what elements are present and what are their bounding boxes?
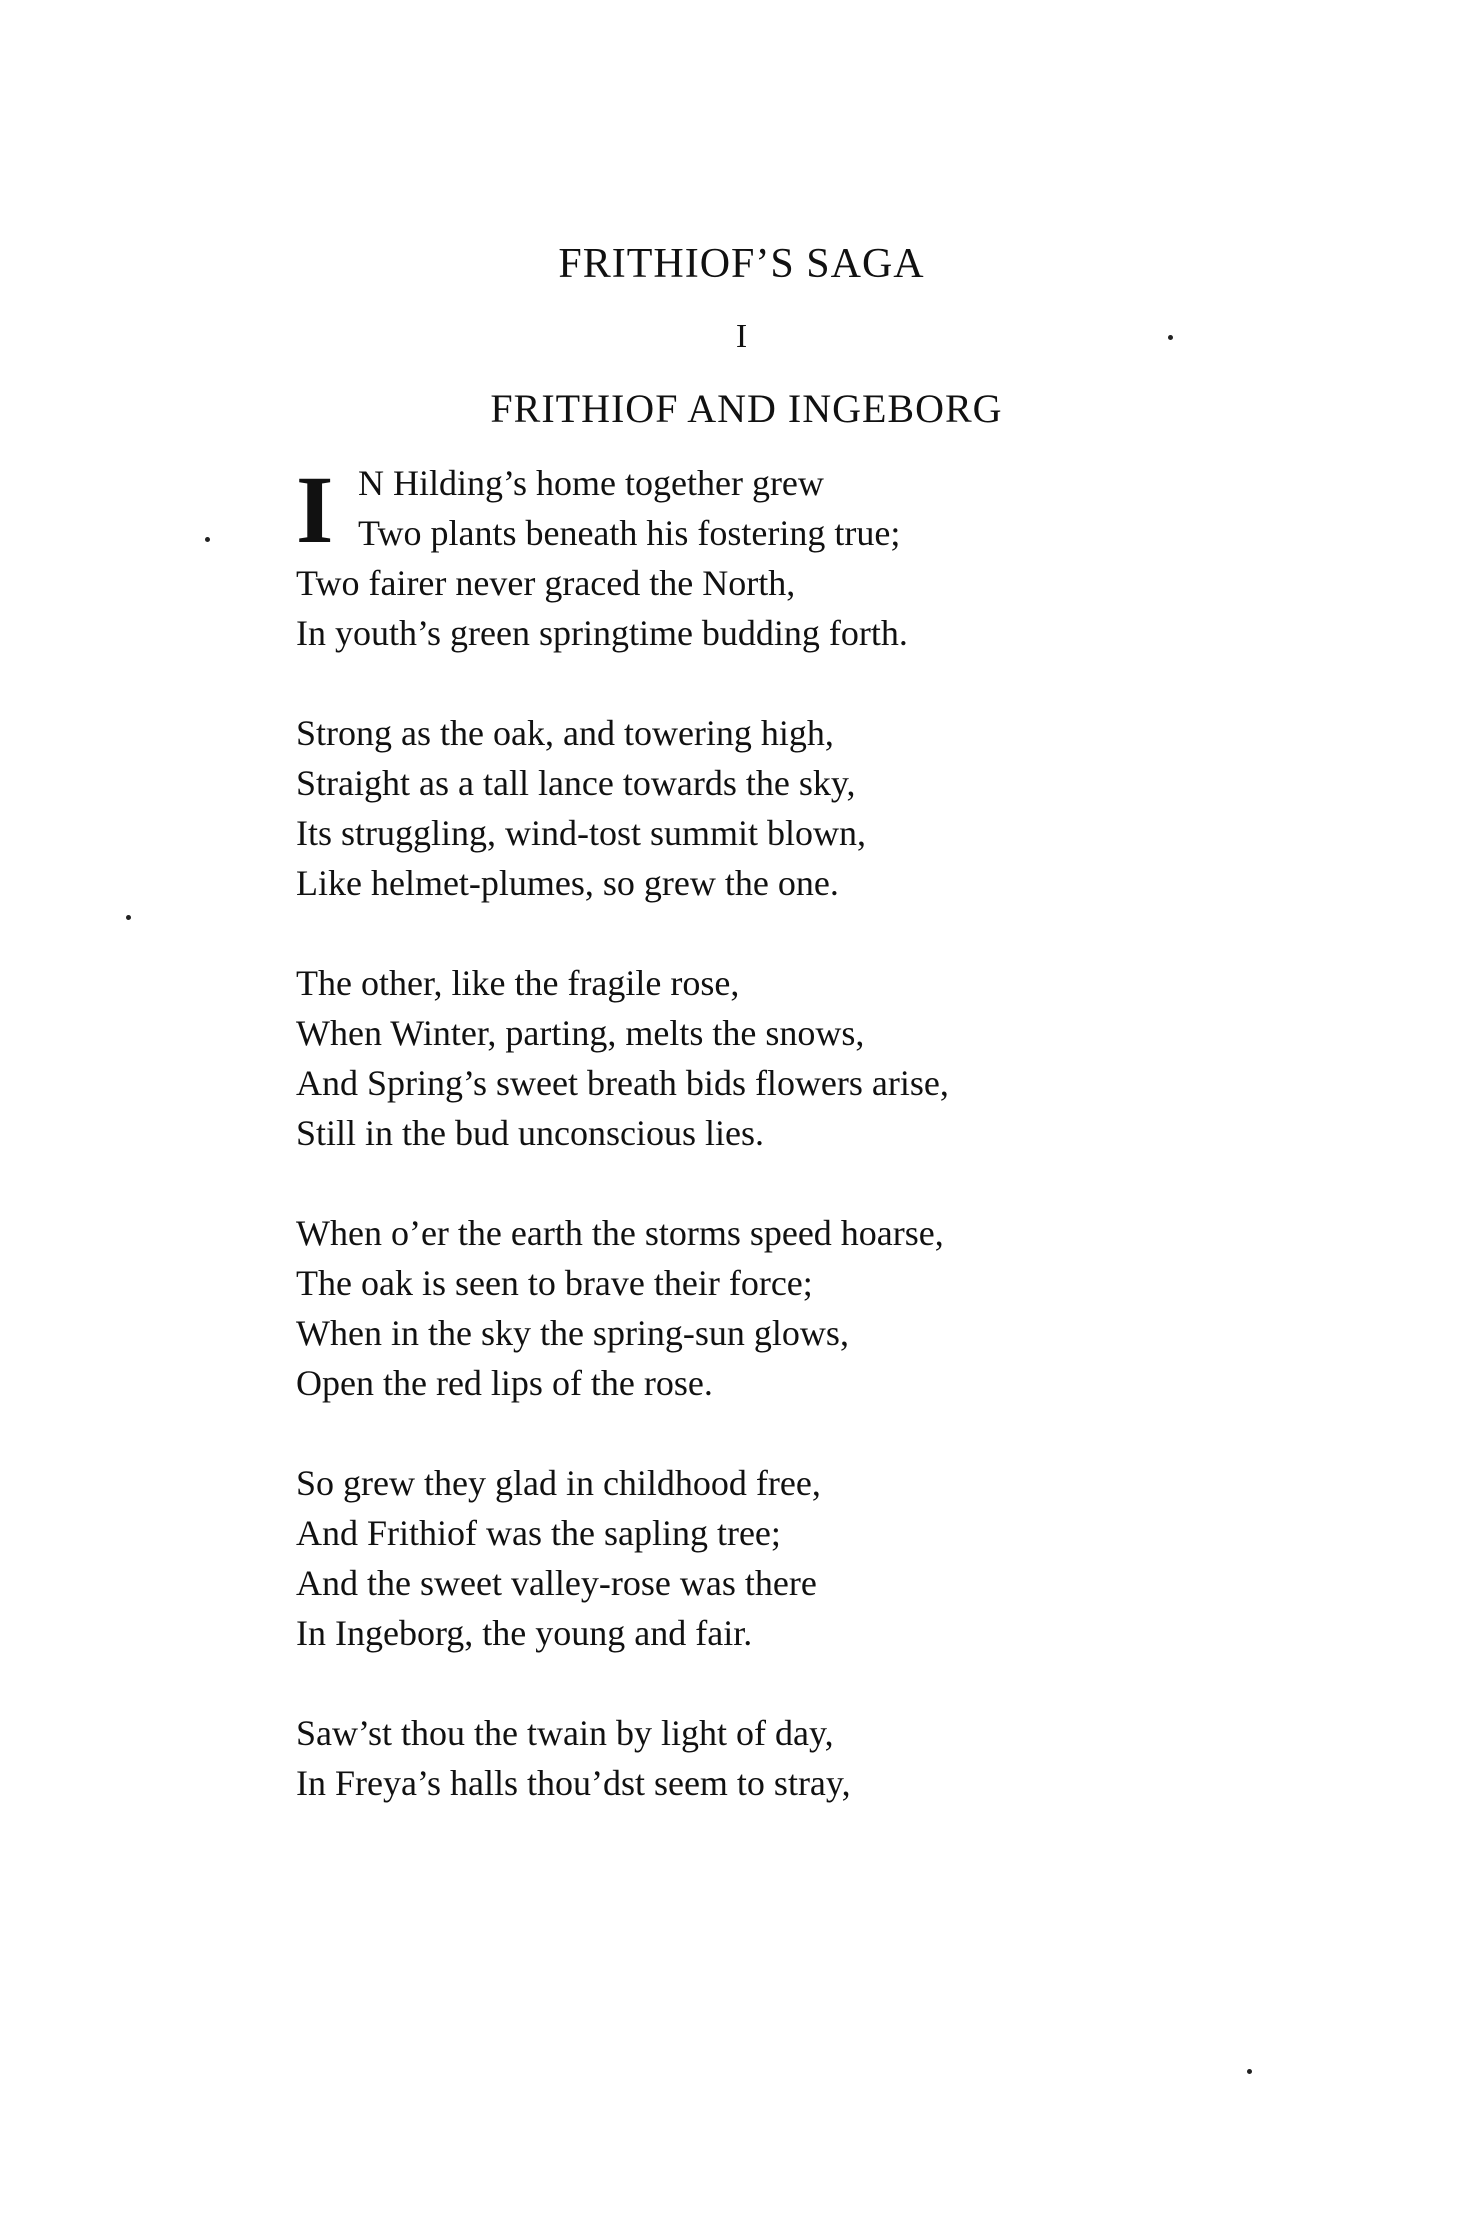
drop-cap: I [296,456,334,563]
poem-line: And the sweet valley-rose was there [296,1563,817,1603]
part-number: I [735,318,748,355]
scan-speck [1168,335,1173,340]
stanza [296,1708,1296,1808]
book-title: FRITHIOF’S SAGA [558,241,925,287]
scan-speck [126,915,131,920]
poem-line: Its struggling, wind-tost summit blown, [296,813,867,853]
poem-line: Two fairer never graced the North, [296,563,796,603]
poem-line: Strong as the oak, and towering high, [296,713,834,753]
poem-line: And Frithiof was the sapling tree; [296,1513,781,1553]
poem-line: When Winter, parting, melts the snows, [296,1013,865,1053]
poem-line: When o’er the earth the storms speed hoarse, [296,1213,944,1253]
poem-line: In youth’s green springtime budding forth. [296,613,908,653]
stanza [296,708,1296,908]
poem-line: So grew they glad in childhood free, [296,1463,821,1503]
poem-line: In Ingeborg, the young and fair. [296,1613,753,1653]
poem-line: N Hilding’s home together grew [358,463,824,503]
canto-title: FRITHIOF AND INGEBORG [490,386,1003,431]
scan-speck [1247,2069,1252,2074]
poem-line: The oak is seen to brave their force; [296,1263,813,1303]
poem-line: Two plants beneath his fostering true; [358,513,901,553]
poem-line: And Spring’s sweet breath bids flowers arise, [296,1063,949,1103]
poem-line: Straight as a tall lance towards the sky, [296,763,856,803]
poem-body [296,458,1296,1858]
poem-line: Saw’st thou the twain by light of day, [296,1713,834,1753]
scan-speck [205,537,210,542]
poem-line: Still in the bud unconscious lies. [296,1113,764,1153]
poem-line: When in the sky the spring-sun glows, [296,1313,849,1353]
poem-line: Open the red lips of the rose. [296,1363,713,1403]
poem-line: The other, like the fragile rose, [296,963,740,1003]
stanza [296,958,1296,1158]
stanza [296,458,1296,658]
poem-line: In Freya’s halls thou’dst seem to stray, [296,1763,851,1803]
stanza [296,1458,1296,1658]
poem-line: Like helmet-plumes, so grew the one. [296,863,839,903]
stanza [296,1208,1296,1408]
